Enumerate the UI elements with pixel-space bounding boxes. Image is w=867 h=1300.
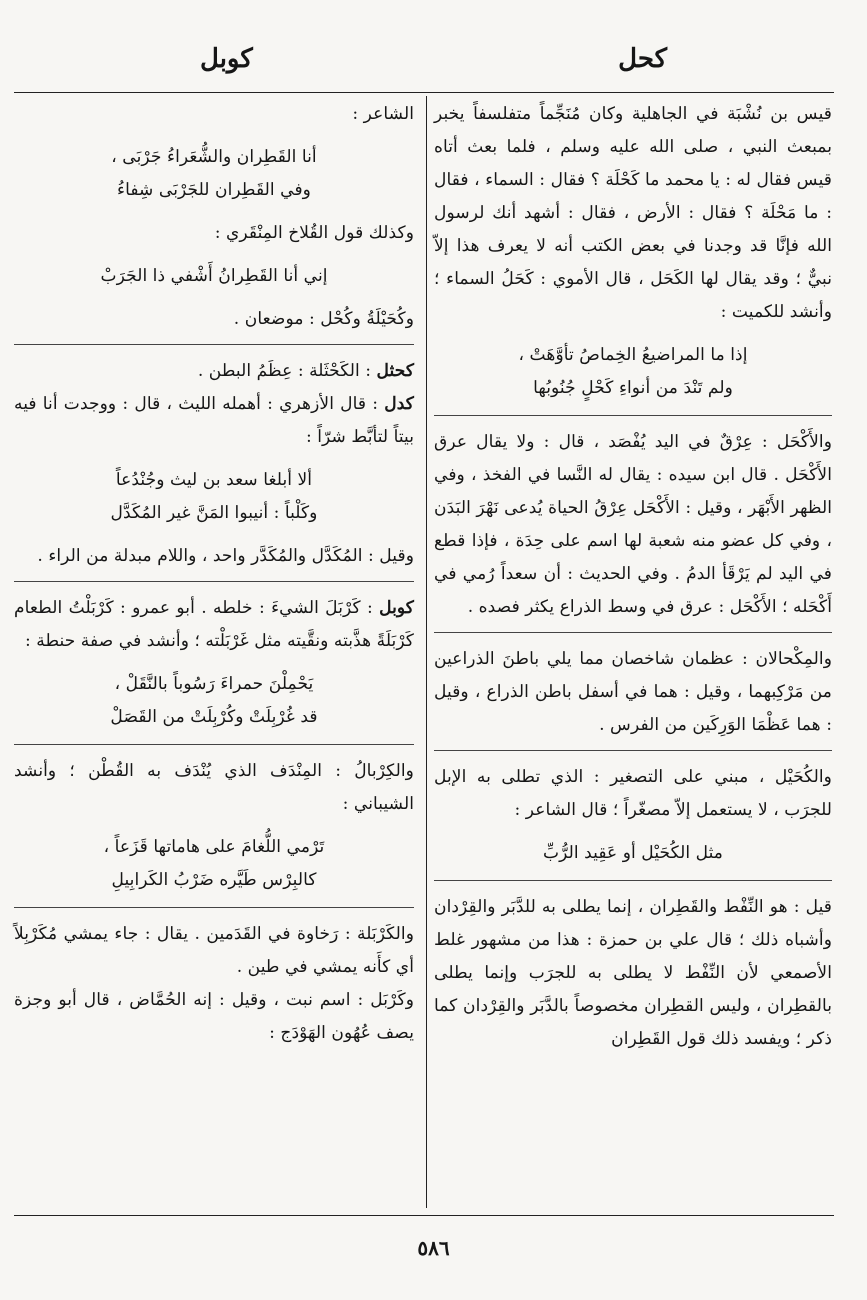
running-headword-left: كوبل [200, 44, 253, 74]
paragraph-divider [14, 907, 414, 908]
entry-kawbal [14, 592, 414, 658]
verse-line: وفي القَطِران للجَرْبَى شِفاءُ [117, 180, 311, 200]
paragraph-divider [14, 744, 414, 745]
paragraph-divider [434, 632, 832, 633]
verse [14, 668, 414, 734]
entry-kahthal [14, 355, 414, 388]
page-number: ٥٨٦ [417, 1236, 450, 1260]
paragraph-divider [14, 344, 414, 345]
verse-line: كالبِرْس طَيَّره ضَرْبُ الكَرابِيلِ [111, 870, 317, 890]
entry-definition: : قال الأزهري : أهمله الليث ، قال : ووجدت أنا فيه بيتاً لتأبَّط شرّاً : [14, 394, 414, 447]
paragraph: وقيل : المُكَدَّل والمُكَدَّر واحد ، واللام مبدلة من الراء . [37, 546, 414, 566]
header-rule [14, 92, 834, 93]
paragraph: قيل : هو النِّفْط والقَطِران ، إنما يطلى به للدَّبَر والقِرْدان وأشباه ذلك ؛ قال علي بن حمزة : هذا من مشهور غلط الأصمعي لأن النِّفْط لا يطلى به للجرَب وإنما يطلى بالقطِران ، وليس القطِران مخصوصاً بالدَّبَر والقِرْدان كما ذكر ؛ ويفسد ذلك قول القَطِران [434, 897, 832, 1049]
paragraph: وكذلك قول القُلاخ المِنْقَري : [214, 223, 414, 243]
left-column [14, 98, 414, 1050]
paragraph: والكِرْبالُ : المِنْدَف الذي يُنْدَف به القُطْن ؛ وأنشد الشيباني : [14, 761, 414, 814]
paragraph: وكَرْبَل : اسم نبت ، وقيل : إنه الحُمَّاض ، قال أبو وجزة يصف عُهُون الهَوْدَج : [14, 990, 414, 1043]
verse [14, 464, 414, 530]
entry-definition: : الكَحْثَلة : عِظَمُ البطن . [197, 361, 377, 381]
paragraph: قيس بن نُشْبَة في الجاهلية وكان مُنَجِّماً متفلسفاً يخبر بمبعث النبي ، صلى الله عليه وسلم ، فلما بعث أتاه قيس فقال له : يا محمد ما كَحْلَة ؟ فقال : السماء ، فقال : ما مَحْلَة ؟ فقال : الأرض ، فقال : أشهد أنك لرسول الله فإنَّا قد وجدنا في بعض الكتب أنه لا يعرف هذا إلاّ نبيٌّ ؛ وقد يقال لها الكَحَل ، قال الأموي : كَحَلُ السماء ؛ وأنشد للكميت : [434, 104, 832, 322]
paragraph: وكُحَيْلَةُ وكُحْل : موضعان . [233, 309, 414, 329]
paragraph-divider [434, 880, 832, 881]
verse [434, 339, 832, 405]
entry-kadal [14, 388, 414, 454]
verse-line: أنا القَطِران والشُّعَراءُ جَرْبَى ، [111, 147, 317, 167]
verse-line: قد غُرْبِلَتْ وكُرْبِلَتْ من القَصَلْ [110, 707, 318, 727]
verse [434, 837, 832, 870]
verse-line: ألا أبلغا سعد بن ليث وجُنْدُعاً [115, 470, 313, 490]
verse-line: إني أنا القَطِرانُ أَشْفي ذا الجَرَبْ [100, 266, 328, 286]
verse-line: ولم تَنْدَ من أنواءِ كَحْلٍ جُنُوبُها [533, 378, 733, 398]
paragraph: والكَرْبَلة : رَخاوة في القَدَمين . يقال : جاء يمشي مُكَرْبِلاً أي كأَنه يمشي في طين . [14, 924, 414, 977]
entry-definition: : كَرْبَلَ الشيءَ : خلطه . أبو عمرو : كَرْبَلْتُ الطعام كَرْبَلَةً هذَّبته ونقَّيته مثل غَرْبَلْته ؛ وأنشد في صفة حنطة : [14, 598, 414, 651]
verse-line: تَرْمي اللُّغامَ على هاماتها قَزَعاً ، [103, 837, 325, 857]
paragraph-divider [434, 750, 832, 751]
running-headword-right: كحل [618, 44, 667, 74]
verse-line: وكَلْباً : أنيبوا المَنَّ غير المُكَدَّل [110, 503, 318, 523]
paragraph: والأَكْحَل : عِرْقٌ في اليد يُفْصَد ، قال : ولا يقال عرق الأَكْحَل . قال ابن سيده : يقال له النَّسا في الفخذ ، وفي الظهر الأَبْهَر ، وقيل : الأَكْحَل عِرْقُ الحياة يُدعى نَهْرَ البَدَن ، وفي كل عضو منه شعبة لها اسم على حِدَة ، فإذا قطع في اليد لم يَرْقَأ الدمُ . وفي الحديث : أن سعداً رُمي في أَكْحَله ؛ الأَكْحَل : عرق في وسط الذراع يكثر فصده . [434, 432, 832, 617]
paragraph: الشاعر : [352, 104, 414, 124]
paragraph-divider [14, 581, 414, 582]
paragraph: والمِكْحالان : عظمان شاخصان مما يلي باطنَ الذراعين من مَرْكِبهما ، وقيل : هما في أسفل باطن الذراع ، وقيل : هما عَظْمَا الوَرِكَين من الفرس . [434, 649, 832, 735]
verse-line: إذا ما المراضيعُ الخِماصُ تأوَّهَتْ ، [518, 345, 748, 365]
entry-headword: كحثل [376, 361, 414, 381]
paragraph-divider [434, 415, 832, 416]
verse-line: مثل الكُحَيْل أو عَقِيد الرُّبِّ [543, 843, 723, 863]
verse [14, 141, 414, 207]
footer-rule [14, 1215, 834, 1216]
verse [14, 831, 414, 897]
column-divider [426, 96, 427, 1208]
entry-headword: كدل [384, 394, 414, 414]
entry-headword: كوبل [379, 598, 414, 618]
verse-line: يَحْمِلْنَ حمراءَ رَسُوباً بالنَّقَلْ ، [114, 674, 314, 694]
right-column [434, 98, 832, 1056]
verse [14, 260, 414, 293]
paragraph: والكُحَيْل ، مبني على التصغير : الذي تطلى به الإبل للجرَب ، لا يستعمل إلاّ مصغّراً ؛ قال الشاعر : [434, 767, 832, 820]
